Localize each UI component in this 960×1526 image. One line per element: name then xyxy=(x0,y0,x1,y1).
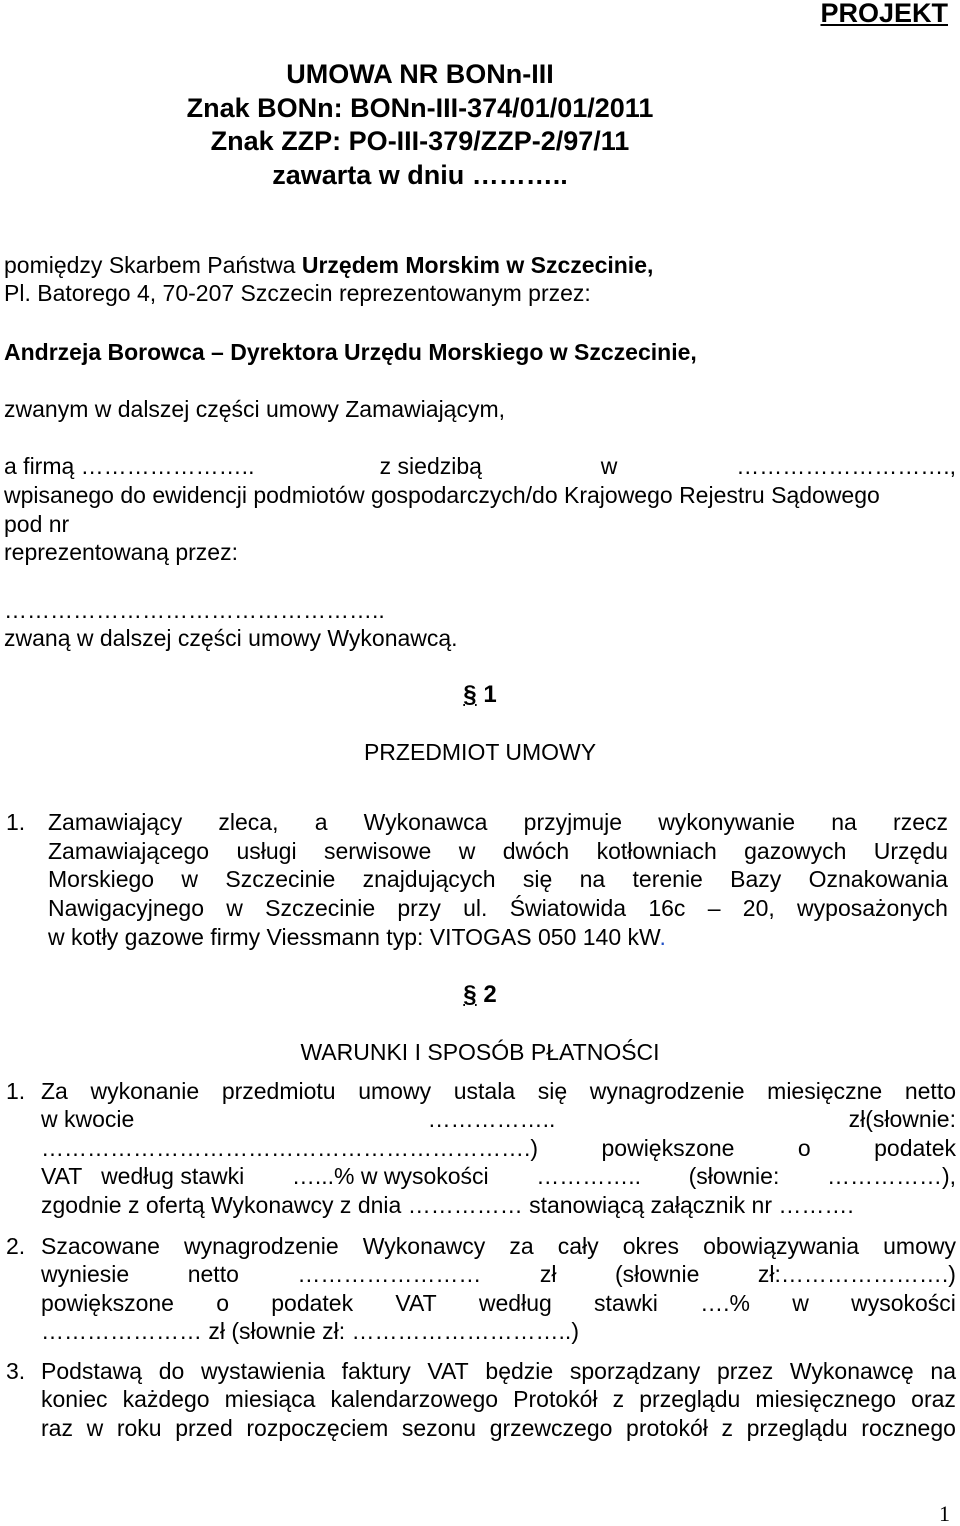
s2i2-line-3 xyxy=(41,1292,956,1315)
word: Morskiego xyxy=(48,866,155,892)
word: …………………… xyxy=(297,1261,482,1287)
section-1-line-5 xyxy=(48,926,666,949)
wpisanego-line: wpisanego do ewidencji podmiotów gospodarczych/do Krajowego Rejestru Sądowego xyxy=(4,482,880,508)
word: o xyxy=(216,1290,229,1316)
word: terenie xyxy=(632,866,703,892)
word: raz xyxy=(41,1415,73,1441)
firm-line xyxy=(4,455,956,478)
word: usługi xyxy=(236,838,297,864)
word: a xyxy=(314,809,328,835)
s2i3-line-2 xyxy=(41,1388,956,1411)
ordering-party-name: Urzędem Morskim w Szczecinie, xyxy=(301,252,654,278)
word: oraz xyxy=(911,1386,956,1412)
section-number: 2 xyxy=(483,981,497,1008)
word: miesiąca xyxy=(224,1386,316,1412)
word: (słownie xyxy=(615,1261,700,1287)
word: 20, xyxy=(742,895,775,921)
word: z xyxy=(612,1386,625,1412)
word: Szacowane xyxy=(41,1233,160,1259)
word: powiększone xyxy=(601,1135,735,1161)
s2i2-line-2 xyxy=(41,1263,956,1286)
section-1-line-2 xyxy=(48,840,948,863)
word: Światowida xyxy=(509,895,627,921)
section-1-heading: PRZEDMIOT UMOWY xyxy=(363,739,597,765)
section-1-item-number: 1. xyxy=(6,809,26,835)
word: wykonanie xyxy=(90,1078,200,1104)
project-stamp: PROJEKT xyxy=(820,0,948,28)
section-2-item-3-number: 3. xyxy=(6,1358,26,1384)
parties-address: Pl. Batorego 4, 70-207 Szczecin reprezentowanym przez: xyxy=(4,280,591,306)
word: VAT xyxy=(395,1290,437,1316)
word: ustala xyxy=(453,1078,516,1104)
word: zł(słownie: xyxy=(848,1106,956,1132)
word: netto xyxy=(187,1261,239,1287)
zwana-line: zwaną w dalszej części umowy Wykonawcą. xyxy=(4,625,458,651)
word: 16c xyxy=(648,895,686,921)
word: przez xyxy=(716,1358,774,1384)
word: Urzędu xyxy=(873,838,948,864)
word: za xyxy=(509,1233,534,1259)
word: wystawienia xyxy=(200,1358,325,1384)
word: będzie xyxy=(485,1358,554,1384)
word: przy xyxy=(397,895,441,921)
word: o xyxy=(797,1135,811,1161)
word: cały xyxy=(557,1233,599,1259)
word: koniec xyxy=(41,1386,108,1412)
word: rzecz xyxy=(893,809,948,835)
word: stawki xyxy=(594,1290,658,1316)
word: …...% w wysokości xyxy=(291,1163,489,1189)
contractor-dots: ………………………………………….. xyxy=(4,597,385,623)
parties-line-1 xyxy=(4,254,653,277)
word: Szczecinie xyxy=(265,895,376,921)
s2i1-line-3 xyxy=(41,1137,956,1160)
word: ……………………………………………………….) xyxy=(41,1135,539,1161)
page-number: 1 xyxy=(939,1501,950,1526)
s2i1-line-4 xyxy=(41,1165,956,1188)
word: Zamawiającego xyxy=(48,838,210,864)
section-symbol: § xyxy=(463,981,477,1008)
word: w xyxy=(86,1415,104,1441)
representative: Andrzeja Borowca – Dyrektora Urzędu Morskiego w Szczecinie, xyxy=(4,339,697,365)
word: Bazy xyxy=(730,866,782,892)
word: powiększone xyxy=(41,1290,174,1316)
word: miesięczne xyxy=(767,1078,883,1104)
word: w kwocie xyxy=(41,1106,135,1132)
firm-part-4: ………………………., xyxy=(736,453,956,479)
s2i3-line-1 xyxy=(41,1360,956,1383)
word: zł:………………….) xyxy=(757,1261,956,1287)
word: przedmiotu xyxy=(221,1078,336,1104)
word: Zamawiający xyxy=(48,809,183,835)
section-2-number xyxy=(0,983,960,1007)
word: ul. xyxy=(463,895,488,921)
word: w xyxy=(181,866,199,892)
word: roku xyxy=(116,1415,162,1441)
section-2-heading: WARUNKI I SPOSÓB PŁATNOŚCI xyxy=(300,1039,660,1065)
word: według xyxy=(478,1290,552,1316)
word: na xyxy=(579,866,606,892)
section-number: 1 xyxy=(483,681,497,708)
word: do xyxy=(158,1358,185,1384)
section-1-line-3 xyxy=(48,868,948,891)
word: kotłowniach xyxy=(596,838,717,864)
word: Szczecinie xyxy=(225,866,336,892)
word: wysokości xyxy=(851,1290,956,1316)
word: wykonywanie xyxy=(658,809,796,835)
word: umowy xyxy=(358,1078,432,1104)
s2i2-line-1 xyxy=(41,1235,956,1258)
section-1-line-1 xyxy=(48,811,948,834)
reprezentowana-line: reprezentowaną przez: xyxy=(4,539,238,565)
word: obowiązywania xyxy=(703,1233,860,1259)
section-1-last-dot: . xyxy=(659,924,666,950)
word: w xyxy=(458,838,476,864)
section-1-number xyxy=(0,683,960,707)
word: sezonu xyxy=(401,1415,477,1441)
word: Nawigacyjnego xyxy=(48,895,204,921)
word: protokół xyxy=(626,1415,708,1441)
word: gazowych xyxy=(744,838,847,864)
word: ………….. xyxy=(536,1163,642,1189)
title-line-3: Znak ZZP: PO-III-379/ZZP-2/97/11 xyxy=(210,126,630,156)
firm-part-1: a firmą ………………….. xyxy=(4,453,261,479)
word: VAT xyxy=(427,1358,469,1384)
word: miesięcznego xyxy=(755,1386,897,1412)
word: na xyxy=(831,809,857,835)
word: podatek xyxy=(271,1290,354,1316)
word: wynagrodzenie xyxy=(184,1233,339,1259)
word: przyjmuje xyxy=(523,809,623,835)
word: umowy xyxy=(883,1233,956,1259)
word: każdego xyxy=(122,1386,210,1412)
word: wyposażonych xyxy=(797,895,948,921)
word: w xyxy=(226,895,243,921)
word: rocznego xyxy=(861,1415,956,1441)
section-1-line-4 xyxy=(48,897,948,920)
s2i1-line-2 xyxy=(41,1108,956,1131)
word: (słownie: xyxy=(688,1163,780,1189)
pod-nr-line: pod nr xyxy=(4,511,70,537)
word: przeglądu xyxy=(746,1415,848,1441)
s2i1-line-1 xyxy=(41,1080,956,1103)
word: zleca, xyxy=(218,809,279,835)
firm-part-2: z siedzibą xyxy=(379,453,482,479)
word: Protokół xyxy=(513,1386,598,1412)
word: Wykonawcę xyxy=(789,1358,914,1384)
s2i2-line-4: ………………… zł (słownie zł: ………………………..) xyxy=(41,1318,579,1344)
word: VAT według stawki xyxy=(41,1163,245,1189)
word: Oznakowania xyxy=(808,866,948,892)
word: wyniesie xyxy=(41,1261,130,1287)
word: wynagrodzenie xyxy=(589,1078,745,1104)
section-2-item-1-number: 1. xyxy=(6,1078,26,1104)
section-2-item-2-number: 2. xyxy=(6,1233,26,1259)
word: Podstawą xyxy=(41,1358,143,1384)
word: sporządzany xyxy=(569,1358,701,1384)
word: przeglądu xyxy=(639,1386,741,1412)
section-1-last-text: w kotły gazowe firmy Viessmann typ: VITOGAS 050 140 kW xyxy=(48,924,660,950)
firm-part-3: w xyxy=(600,453,618,479)
word: Wykonawcy xyxy=(362,1233,486,1259)
word: w xyxy=(792,1290,809,1316)
title-line-4: zawarta w dniu ……….. xyxy=(272,160,568,190)
word: z xyxy=(721,1415,733,1441)
word: serwisowe xyxy=(323,838,432,864)
word: zł xyxy=(539,1261,557,1287)
word: ….% xyxy=(700,1290,750,1316)
word: ……………), xyxy=(826,1163,956,1189)
word: grzewczego xyxy=(489,1415,613,1441)
word: się xyxy=(522,866,553,892)
section-symbol: § xyxy=(463,681,477,708)
zwanym-line: zwanym w dalszej części umowy Zamawiającym, xyxy=(4,396,506,422)
title-line-1: UMOWA NR BONn-III xyxy=(286,59,554,89)
title-line-2: Znak BONn: BONn-III-374/01/01/2011 xyxy=(186,93,654,123)
word: się xyxy=(537,1078,568,1104)
word: netto xyxy=(904,1078,956,1104)
word: kalendarzowego xyxy=(330,1386,499,1412)
word: Za xyxy=(41,1078,68,1104)
s2i3-line-3 xyxy=(41,1417,956,1440)
parties-prefix: pomiędzy Skarbem Państwa xyxy=(4,252,302,278)
word: faktury xyxy=(341,1358,411,1384)
word: Wykonawca xyxy=(363,809,488,835)
word: na xyxy=(930,1358,956,1384)
word: znajdujących xyxy=(362,866,496,892)
word: rozpoczęciem xyxy=(246,1415,389,1441)
word: dwóch xyxy=(502,838,570,864)
word: …………….. xyxy=(427,1106,556,1132)
word: podatek xyxy=(874,1135,956,1161)
s2i1-line-5: zgodnie z ofertą Wykonawcy z dnia …………… stanowiącą załącznik nr ………. xyxy=(41,1192,854,1218)
word: okres xyxy=(622,1233,679,1259)
word: – xyxy=(707,895,721,921)
word: przed xyxy=(175,1415,233,1441)
